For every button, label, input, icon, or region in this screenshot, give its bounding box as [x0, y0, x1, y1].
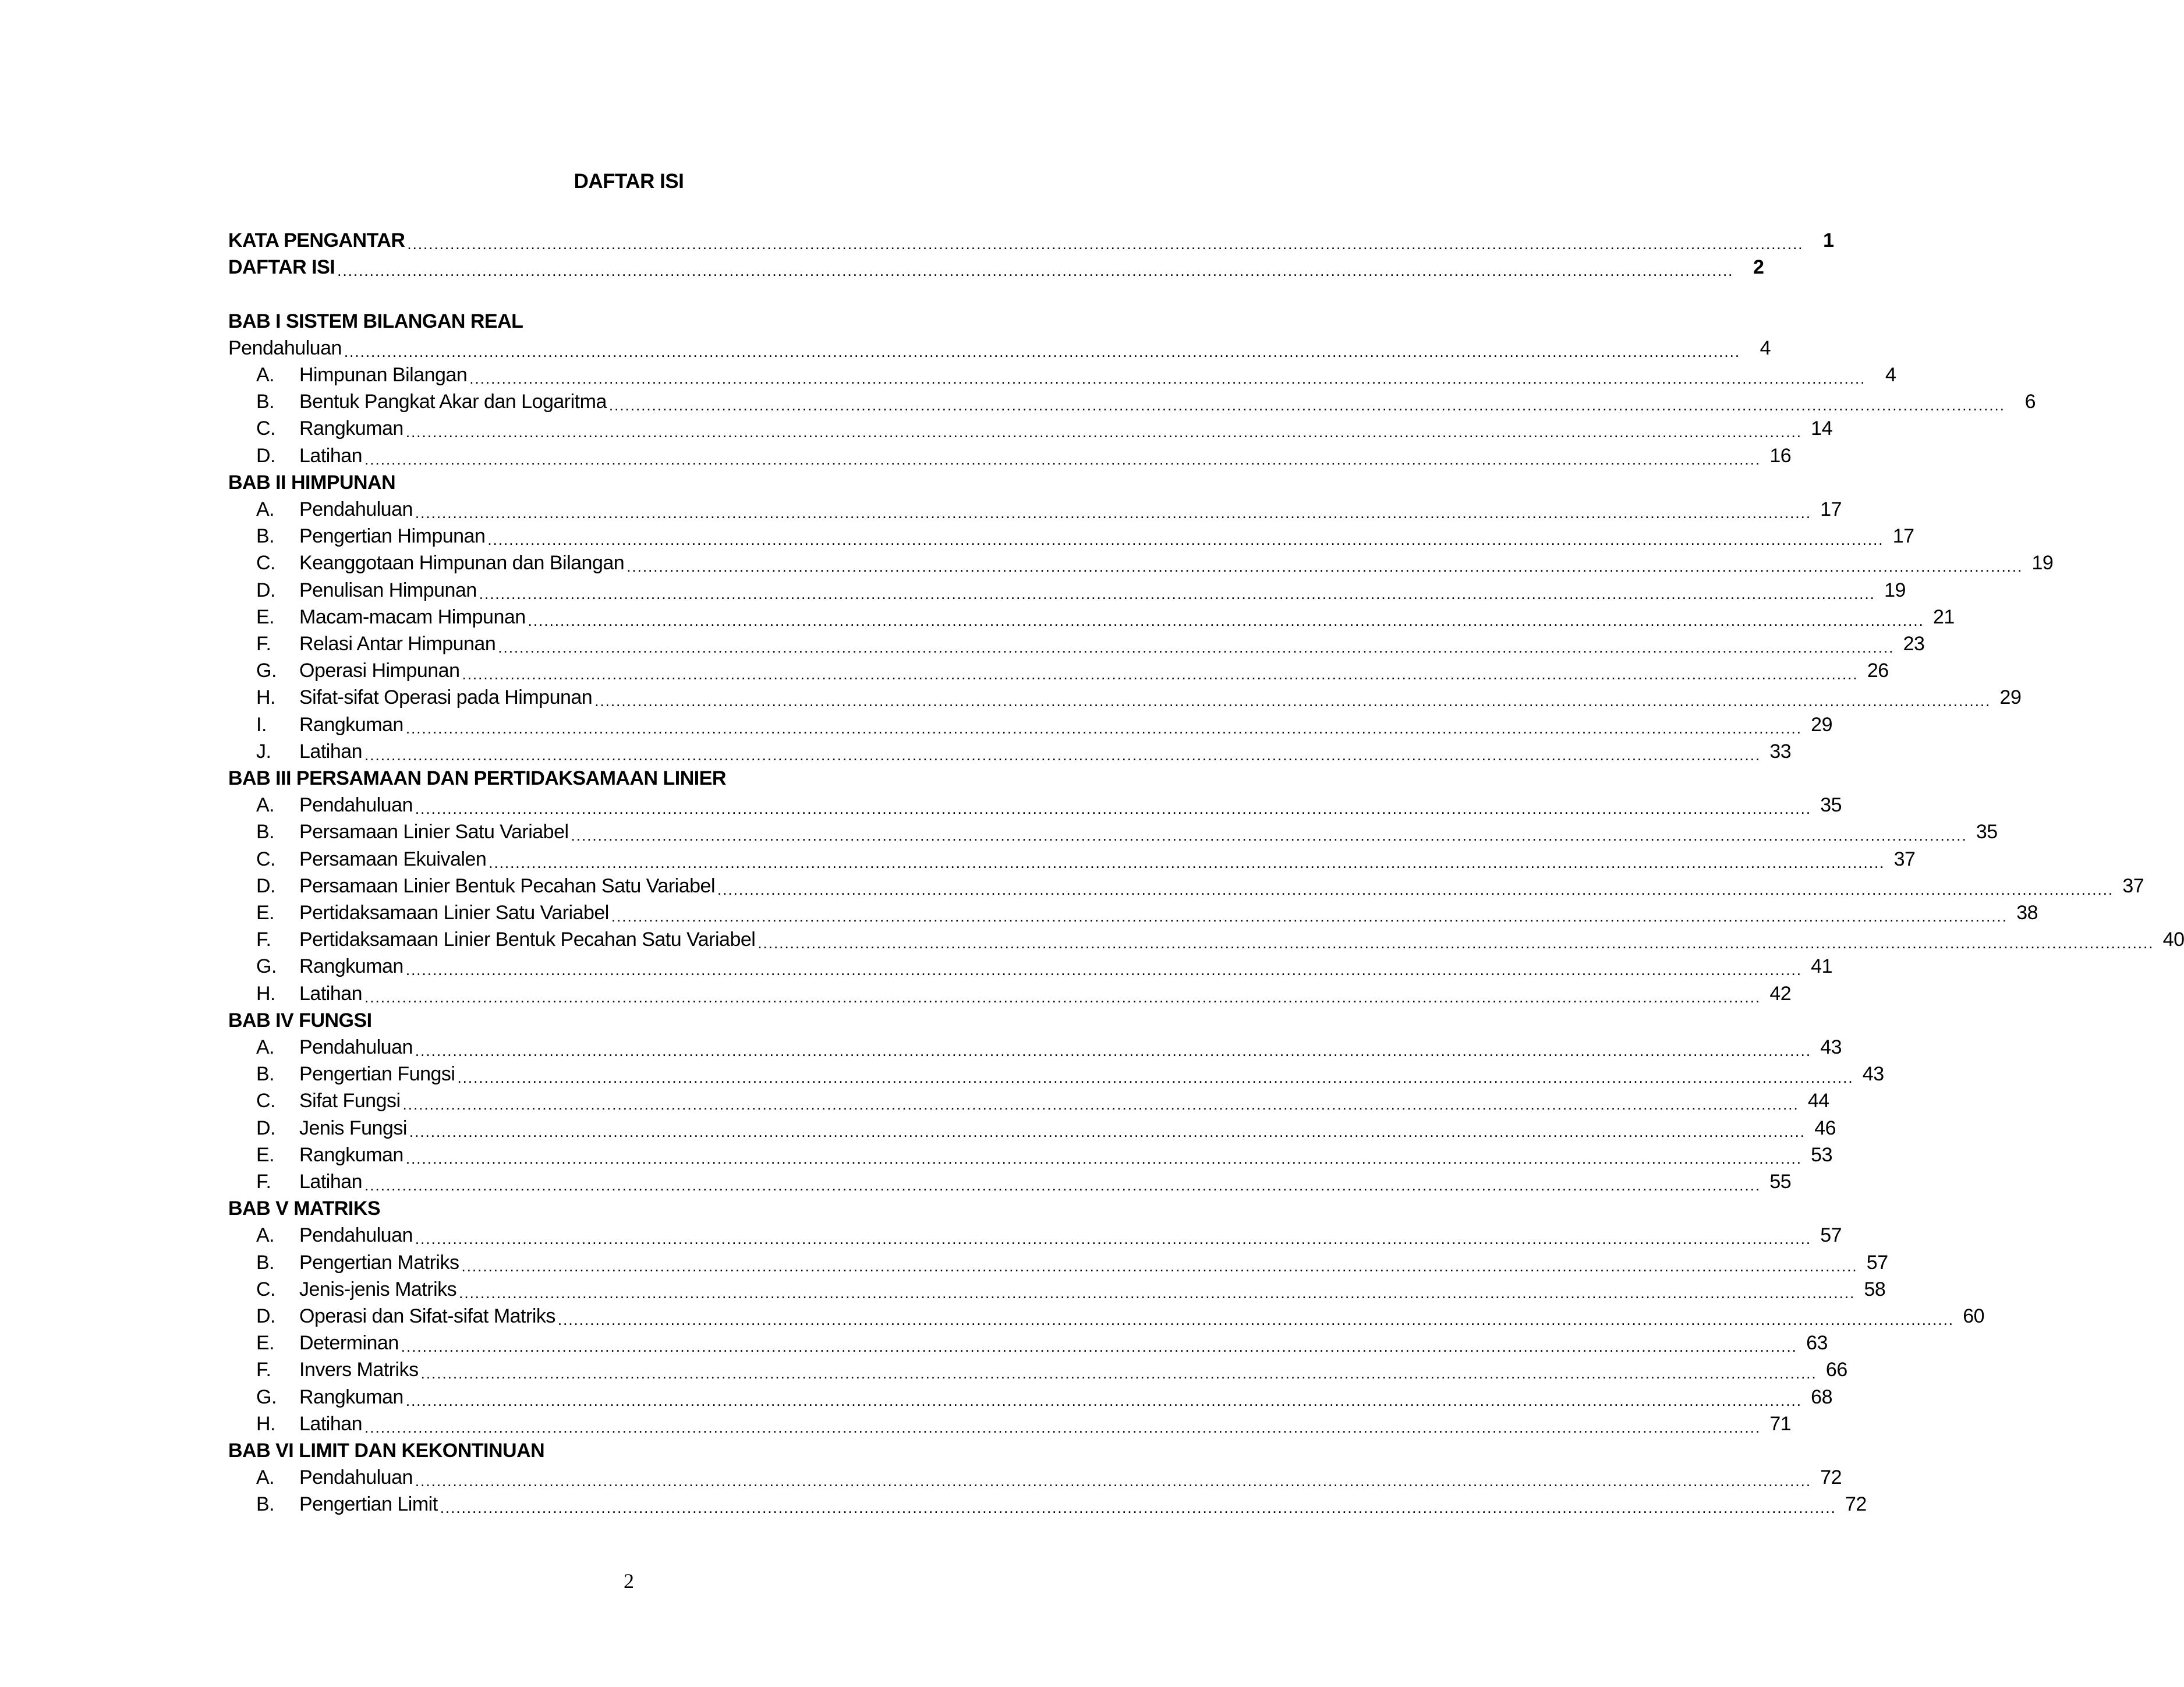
dot-leader: .................................................................................................................................................................................................................................................................... — [364, 988, 1761, 1006]
entry-label: Pendahuluan — [299, 794, 413, 817]
entry-label: Pengertian Himpunan — [299, 525, 486, 548]
entry-label: Rangkuman — [299, 955, 403, 978]
toc-entry[interactable] — [228, 1276, 1886, 1303]
entry-label: Macam-macam Himpunan — [299, 605, 526, 628]
entry-letter: F. — [256, 633, 271, 655]
dot-leader: .................................................................................................................................................................................................................................................................... — [405, 719, 1802, 737]
entry-label: DAFTAR ISI — [228, 256, 335, 279]
toc-entry[interactable] — [228, 1087, 1829, 1114]
entry-label: Pendahuluan — [299, 498, 413, 520]
dot-leader: .................................................................................................................................................................................................................................................................... — [440, 1499, 1836, 1517]
entry-label: Persamaan Ekuivalen — [299, 848, 487, 870]
toc-entry[interactable] — [228, 818, 1998, 845]
entry-letter: A. — [256, 794, 275, 817]
toc-entry[interactable] — [228, 1464, 1842, 1491]
dot-leader: .................................................................................................................................................................................................................................................................... — [337, 262, 1734, 280]
dot-leader: .................................................................................................................................................................................................................................................................... — [469, 370, 1866, 387]
toc-entry[interactable] — [228, 1115, 1836, 1142]
entry-page-number: 60 — [1963, 1305, 1985, 1327]
entry-page-number: 6 — [2024, 391, 2036, 413]
entry-label: Keanggotaan Himpunan dan Bilangan — [299, 552, 625, 575]
dot-leader: .................................................................................................................................................................................................................................................................... — [415, 1230, 1812, 1248]
entry-label: Invers Matriks — [299, 1359, 419, 1381]
toc-entry[interactable] — [228, 1034, 1842, 1061]
entry-letter: F. — [256, 1359, 271, 1381]
entry-page-number: 17 — [1892, 525, 1914, 548]
entry-letter: C. — [256, 1278, 275, 1300]
dot-leader: .................................................................................................................................................................................................................................................................... — [498, 639, 1895, 656]
toc-entry[interactable] — [228, 362, 1896, 388]
dot-leader: .................................................................................................................................................................................................................................................................... — [405, 1149, 1802, 1167]
chapter-heading: BAB II HIMPUNAN — [228, 471, 396, 494]
entry-label: Rangkuman — [299, 1143, 403, 1166]
dot-leader: .................................................................................................................................................................................................................................................................... — [364, 1418, 1761, 1436]
entry-page-number: 55 — [1769, 1171, 1792, 1193]
dot-leader: .................................................................................................................................................................................................................................................................... — [626, 558, 2023, 576]
entry-label: Bentuk Pangkat Akar dan Logaritma — [299, 391, 607, 413]
dot-leader: .................................................................................................................................................................................................................................................................... — [415, 504, 1812, 522]
entry-letter: B. — [256, 1063, 275, 1086]
entry-page-number: 72 — [1820, 1466, 1842, 1489]
entry-letter: E. — [256, 1143, 275, 1166]
entry-letter: A. — [256, 1224, 275, 1247]
dot-leader: .................................................................................................................................................................................................................................................................... — [415, 800, 1812, 818]
dot-leader: .................................................................................................................................................................................................................................................................... — [717, 880, 2114, 898]
toc-entry[interactable] — [228, 657, 1889, 684]
entry-label: Operasi Himpunan — [299, 660, 460, 682]
entry-letter: B. — [256, 525, 275, 548]
entry-label: Persamaan Linier Bentuk Pecahan Satu Variabel — [299, 874, 715, 897]
dot-leader: .................................................................................................................................................................................................................................................................... — [405, 423, 1802, 441]
entry-page-number: 57 — [1820, 1224, 1842, 1247]
toc-entry[interactable] — [228, 792, 1842, 818]
dot-leader: .................................................................................................................................................................................................................................................................... — [557, 1311, 1955, 1328]
entry-letter: C. — [256, 417, 275, 440]
entry-letter: B. — [256, 391, 275, 413]
entry-letter: D. — [256, 1117, 275, 1139]
dot-leader: .................................................................................................................................................................................................................................................................... — [611, 908, 2008, 925]
entry-letter: D. — [256, 444, 275, 467]
entry-page-number: 16 — [1769, 444, 1792, 467]
toc-entry[interactable] — [228, 1410, 1792, 1437]
entry-label: Rangkuman — [299, 713, 403, 736]
dot-leader: .................................................................................................................................................................................................................................................................... — [364, 450, 1761, 468]
entry-page-number: 58 — [1864, 1278, 1886, 1300]
toc-entry[interactable] — [228, 1222, 1842, 1249]
dot-leader: .................................................................................................................................................................................................................................................................... — [415, 1042, 1812, 1059]
toc-entry[interactable] — [228, 630, 1925, 657]
chapter-heading: BAB I SISTEM BILANGAN REAL — [228, 310, 523, 332]
entry-letter: G. — [256, 955, 277, 978]
entry-letter: E. — [256, 605, 275, 628]
entry-label: Pendahuluan — [299, 1036, 413, 1058]
dot-leader: .................................................................................................................................................................................................................................................................... — [462, 665, 1859, 683]
entry-label: Jenis-jenis Matriks — [299, 1278, 457, 1300]
entry-page-number: 66 — [1825, 1359, 1847, 1381]
toc-entry[interactable] — [228, 1356, 1847, 1383]
entry-label: Pengertian Matriks — [299, 1251, 459, 1274]
toc-entry[interactable] — [228, 335, 1771, 362]
entry-page-number: 2 — [1753, 256, 1764, 279]
entry-page-number: 35 — [1976, 821, 1998, 844]
page-title: DAFTAR ISI — [574, 170, 684, 193]
entry-letter: G. — [256, 660, 277, 682]
entry-page-number: 29 — [1999, 686, 2022, 709]
entry-label: Latihan — [299, 444, 363, 467]
entry-label: Pengertian Limit — [299, 1493, 438, 1516]
entry-letter: D. — [256, 579, 275, 601]
entry-label: KATA PENGANTAR — [228, 229, 405, 251]
dot-leader: .................................................................................................................................................................................................................................................................... — [407, 235, 1804, 253]
chapter-heading: BAB III PERSAMAAN DAN PERTIDAKSAMAAN LINIER — [228, 767, 726, 789]
toc-entry[interactable] — [228, 926, 2184, 953]
dot-leader: .................................................................................................................................................................................................................................................................... — [405, 961, 1802, 979]
entry-page-number: 72 — [1845, 1493, 1867, 1516]
toc-entry[interactable] — [228, 953, 1832, 980]
entry-letter: C. — [256, 848, 275, 870]
dot-leader: .................................................................................................................................................................................................................................................................... — [489, 853, 1885, 871]
entry-label: Operasi dan Sifat-sifat Matriks — [299, 1305, 555, 1327]
entry-page-number: 44 — [1807, 1090, 1829, 1112]
entry-letter: B. — [256, 821, 275, 844]
dot-leader: .................................................................................................................................................................................................................................................................... — [415, 1472, 1812, 1490]
entry-label: Himpunan Bilangan — [299, 364, 468, 386]
entry-label: Rangkuman — [299, 417, 403, 440]
entry-page-number: 53 — [1811, 1143, 1832, 1166]
entry-letter: C. — [256, 552, 275, 575]
entry-page-number: 37 — [2122, 874, 2144, 897]
entry-label: Sifat-sifat Operasi pada Himpunan — [299, 686, 593, 709]
toc-entry[interactable] — [228, 604, 1955, 630]
entry-page-number: 4 — [1760, 336, 1771, 359]
entry-label: Jenis Fungsi — [299, 1117, 407, 1139]
entry-page-number: 57 — [1866, 1251, 1888, 1274]
entry-page-number: 37 — [1893, 848, 1916, 870]
entry-letter: A. — [256, 364, 275, 386]
dot-leader: .................................................................................................................................................................................................................................................................... — [461, 1257, 1858, 1275]
toc-entry[interactable] — [228, 980, 1792, 1007]
entry-letter: E. — [256, 902, 275, 924]
entry-page-number: 26 — [1867, 660, 1889, 682]
entry-letter: G. — [256, 1385, 277, 1408]
entry-label: Latihan — [299, 982, 363, 1005]
toc-entry[interactable] — [228, 1249, 1888, 1276]
dot-leader: .................................................................................................................................................................................................................................................................... — [405, 1391, 1802, 1409]
entry-letter: C. — [256, 1090, 275, 1112]
dot-leader: .................................................................................................................................................................................................................................................................... — [571, 827, 1967, 845]
dot-leader: .................................................................................................................................................................................................................................................................... — [608, 396, 2006, 414]
entry-label: Relasi Antar Himpunan — [299, 633, 496, 655]
entry-page-number: 68 — [1811, 1385, 1832, 1408]
entry-label: Pendahuluan — [299, 1224, 413, 1247]
entry-letter: A. — [256, 498, 275, 520]
entry-page-number: 23 — [1903, 633, 1925, 655]
entry-letter: H. — [256, 686, 275, 709]
entry-page-number: 35 — [1820, 794, 1842, 817]
dot-leader: .................................................................................................................................................................................................................................................................... — [479, 584, 1875, 602]
dot-leader: .................................................................................................................................................................................................................................................................... — [487, 531, 1884, 549]
chapter-heading: BAB V MATRIKS — [228, 1197, 381, 1220]
entry-page-number: 40 — [2162, 928, 2184, 951]
entry-label: Latihan — [299, 740, 363, 763]
dot-leader: .................................................................................................................................................................................................................................................................... — [528, 611, 1924, 629]
entry-letter: D. — [256, 1305, 275, 1327]
entry-page-number: 19 — [2031, 552, 2054, 575]
dot-leader: .................................................................................................................................................................................................................................................................... — [457, 1069, 1854, 1087]
dot-leader: .................................................................................................................................................................................................................................................................... — [420, 1365, 1817, 1383]
toc-entry[interactable] — [228, 227, 1834, 254]
chapter-heading: BAB IV FUNGSI — [228, 1009, 372, 1032]
entry-label: Pertidaksamaan Linier Satu Variabel — [299, 902, 609, 924]
entry-label: Rangkuman — [299, 1385, 403, 1408]
entry-page-number: 46 — [1814, 1117, 1836, 1139]
entry-letter: A. — [256, 1036, 275, 1058]
entry-letter: F. — [256, 928, 271, 951]
dot-leader: .................................................................................................................................................................................................................................................................... — [402, 1096, 1799, 1114]
entry-label: Pertidaksamaan Linier Bentuk Pecahan Satu Variabel — [299, 928, 756, 951]
toc-entry[interactable] — [228, 1330, 1828, 1356]
entry-letter: E. — [256, 1332, 275, 1355]
entry-letter: A. — [256, 1466, 275, 1489]
toc-entry[interactable] — [228, 1061, 1884, 1087]
toc-entry[interactable] — [228, 1384, 1832, 1410]
dot-leader: .................................................................................................................................................................................................................................................................... — [364, 1176, 1761, 1194]
toc-entry[interactable] — [228, 442, 1792, 469]
toc-entry[interactable] — [228, 523, 1914, 550]
entry-label: Persamaan Linier Satu Variabel — [299, 821, 569, 844]
toc-entry[interactable] — [228, 1303, 1985, 1330]
entry-page-number: 43 — [1820, 1036, 1842, 1058]
dot-leader: .................................................................................................................................................................................................................................................................... — [409, 1122, 1806, 1140]
entry-label: Latihan — [299, 1412, 363, 1435]
dot-leader: .................................................................................................................................................................................................................................................................... — [459, 1284, 1856, 1302]
entry-label: Pengertian Fungsi — [299, 1063, 455, 1086]
toc-entry[interactable] — [228, 711, 1832, 738]
entry-label: Pendahuluan — [299, 1466, 413, 1489]
dot-leader: .................................................................................................................................................................................................................................................................... — [594, 692, 1991, 710]
toc-entry[interactable] — [228, 899, 2038, 926]
entry-letter: H. — [256, 982, 275, 1005]
entry-page-number: 4 — [1885, 364, 1896, 386]
page-number: 2 — [624, 1569, 634, 1593]
entry-label: Penulisan Himpunan — [299, 579, 477, 601]
toc-entry[interactable] — [228, 415, 1832, 442]
entry-letter: I. — [256, 713, 267, 736]
toc-entry[interactable] — [228, 1142, 1832, 1168]
entry-page-number: 29 — [1811, 713, 1832, 736]
entry-page-number: 41 — [1811, 955, 1832, 978]
entry-letter: J. — [256, 740, 271, 763]
toc-entry[interactable] — [228, 1491, 1867, 1518]
entry-letter: F. — [256, 1171, 271, 1193]
dot-leader: .................................................................................................................................................................................................................................................................... — [364, 746, 1761, 764]
dot-leader: .................................................................................................................................................................................................................................................................... — [401, 1338, 1797, 1356]
toc-entry[interactable] — [228, 873, 2144, 899]
toc-entry[interactable] — [228, 496, 1842, 523]
entry-page-number: 42 — [1769, 982, 1792, 1005]
entry-page-number: 14 — [1811, 417, 1832, 440]
toc-entry[interactable] — [228, 684, 2022, 711]
chapter-heading: BAB VI LIMIT DAN KEKONTINUAN — [228, 1440, 545, 1462]
toc-entry[interactable] — [228, 846, 1916, 873]
entry-letter: B. — [256, 1251, 275, 1274]
toc-entry[interactable] — [228, 388, 2036, 415]
entry-label: Pendahuluan — [228, 336, 342, 359]
toc-entry[interactable] — [228, 550, 2054, 576]
dot-leader: .................................................................................................................................................................................................................................................................... — [758, 934, 2154, 952]
entry-page-number: 17 — [1820, 498, 1842, 520]
entry-page-number: 63 — [1806, 1332, 1828, 1355]
entry-label: Sifat Fungsi — [299, 1090, 401, 1112]
entry-page-number: 33 — [1769, 740, 1792, 763]
entry-page-number: 43 — [1862, 1063, 1884, 1086]
toc-entry[interactable] — [228, 577, 1906, 604]
entry-label: Latihan — [299, 1171, 363, 1193]
dot-leader: .................................................................................................................................................................................................................................................................... — [344, 342, 1741, 360]
toc-entry[interactable] — [228, 254, 1764, 281]
entry-letter: H. — [256, 1412, 275, 1435]
toc-entry[interactable] — [228, 738, 1792, 765]
entry-page-number: 38 — [2016, 902, 2038, 924]
entry-letter: B. — [256, 1493, 275, 1516]
entry-page-number: 21 — [1933, 605, 1955, 628]
entry-page-number: 19 — [1884, 579, 1906, 601]
entry-letter: D. — [256, 874, 275, 897]
toc-entry[interactable] — [228, 1168, 1792, 1195]
entry-page-number: 71 — [1769, 1412, 1792, 1435]
entry-label: Determinan — [299, 1332, 399, 1355]
entry-page-number: 1 — [1823, 229, 1834, 251]
